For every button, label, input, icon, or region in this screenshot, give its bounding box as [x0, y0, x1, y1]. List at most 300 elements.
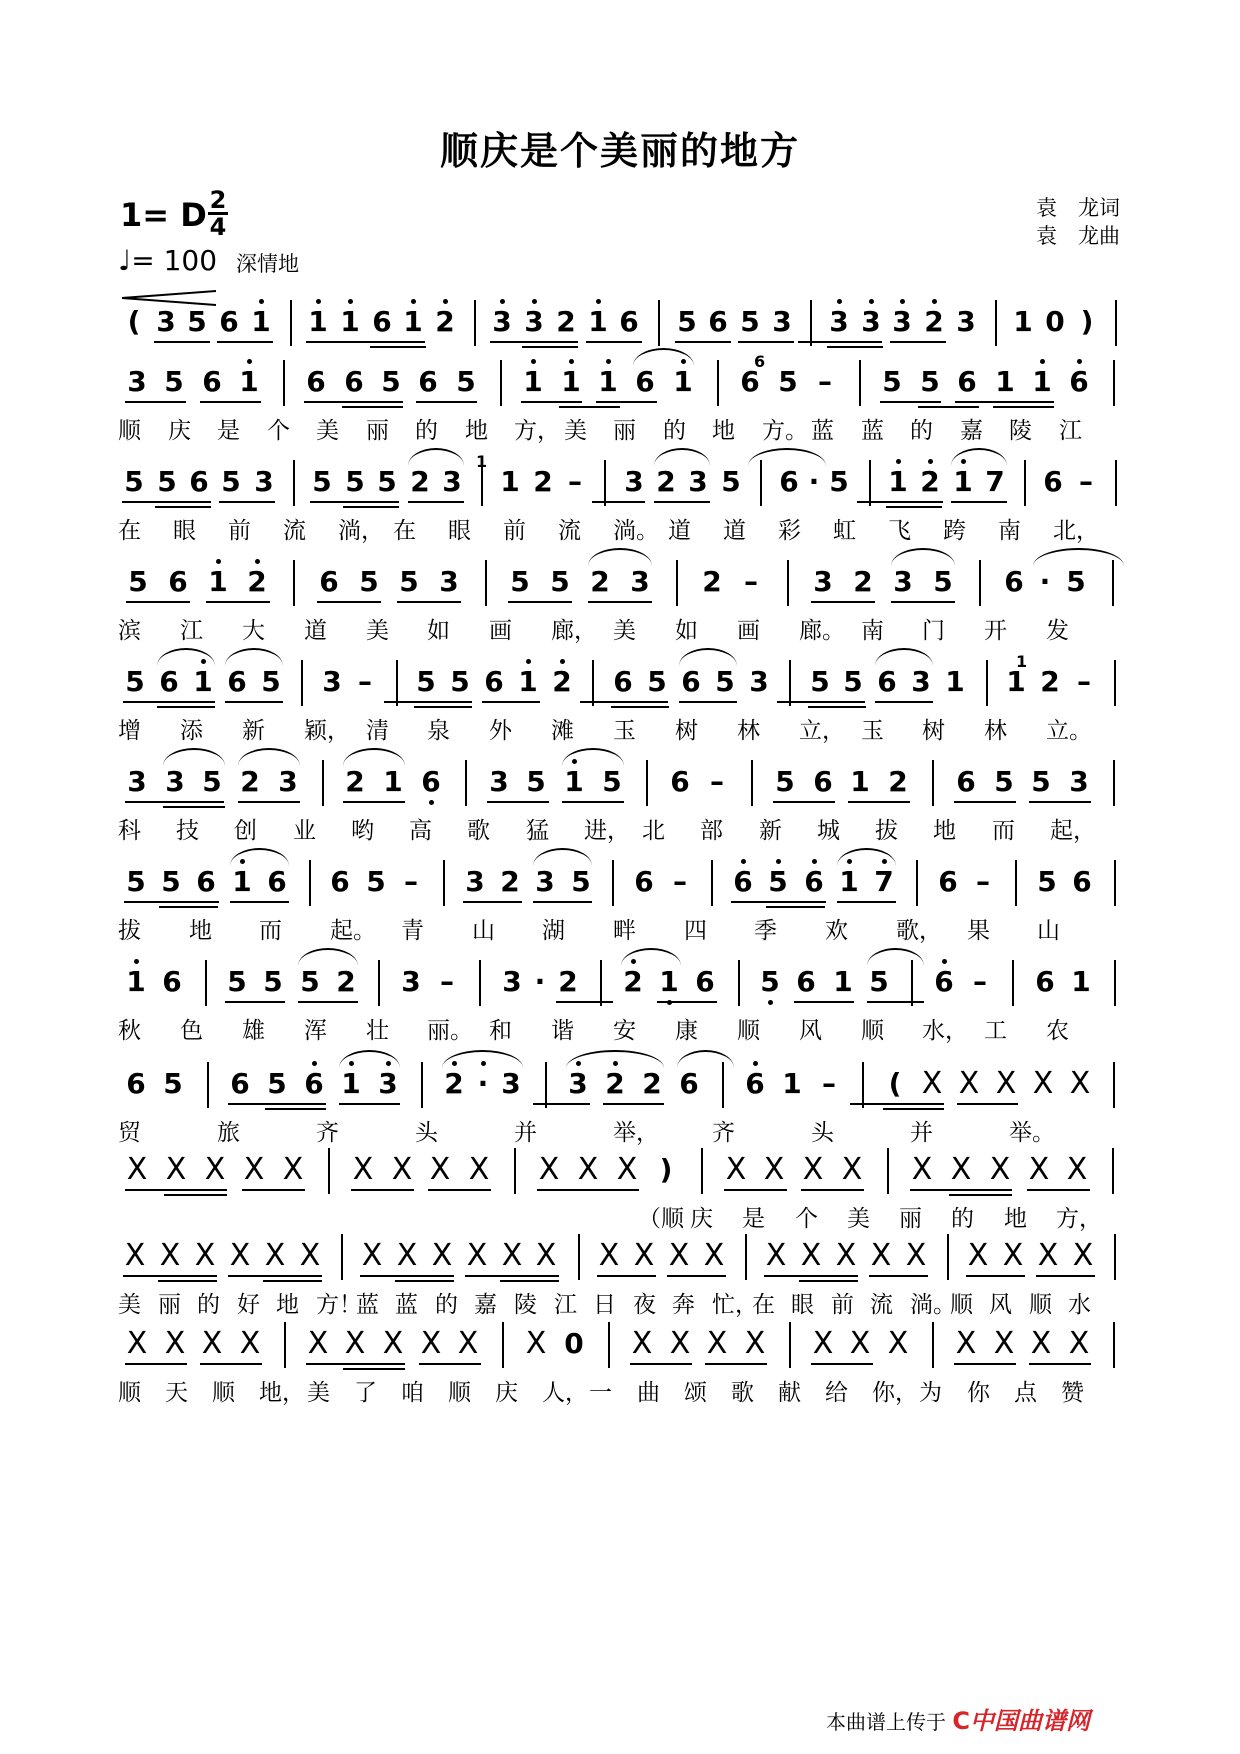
score-system-3: [118, 452, 1128, 512]
note: 1: [514, 666, 542, 698]
lyric-syllable: 江: [180, 618, 203, 644]
lyric-syllable: 顺: [950, 1292, 973, 1318]
note: 5: [202, 765, 222, 798]
note: 1: [399, 306, 427, 338]
lyric-syllable: 流: [283, 518, 306, 544]
beam-underline: [957, 1103, 1018, 1105]
beam-underline: [206, 601, 270, 603]
note: 2: [533, 465, 553, 498]
rhythm-note: X: [669, 1326, 691, 1361]
note: 5: [882, 365, 902, 398]
bar-line: [1113, 760, 1115, 806]
note: 1: [557, 366, 585, 398]
rhythm-note: X: [429, 1152, 451, 1187]
note: 1: [782, 1067, 802, 1100]
lyric-syllable: 美: [307, 1380, 330, 1406]
note: 1: [560, 766, 588, 798]
beam-underline: [482, 701, 540, 703]
note: 3: [442, 465, 462, 498]
lyric-syllable: 一: [589, 1380, 612, 1406]
note: 5: [263, 965, 283, 998]
note: 5: [526, 765, 546, 798]
bar-line: [676, 560, 678, 606]
lyric-syllable: 如: [675, 618, 698, 644]
lyric-syllable: 是: [742, 1206, 765, 1232]
lyric-syllable: 方，: [514, 418, 560, 444]
bar-line: [443, 860, 445, 906]
beam-underline: [487, 801, 549, 803]
rhythm-note: X: [159, 1238, 181, 1273]
score-system-10: [118, 1140, 1128, 1200]
beam-underline: [343, 801, 405, 803]
time-signature-top: 2: [209, 186, 227, 214]
lyric-syllable: 在: [752, 1292, 775, 1318]
beam-underline: [384, 701, 472, 703]
lyric-syllable: 方，: [1056, 1206, 1102, 1232]
rhythm-note: X: [577, 1152, 599, 1187]
beam-underline: [126, 601, 190, 603]
note: 3: [127, 765, 147, 798]
note: 6: [779, 465, 799, 498]
bar-line: [789, 1322, 791, 1368]
lyric-syllable: 北，: [1053, 518, 1099, 544]
rhythm-note: X: [993, 1326, 1015, 1361]
lyric-syllable: 给: [825, 1380, 848, 1406]
lyric-syllable: 了: [354, 1380, 377, 1406]
lyric-syllable: 齐: [712, 1120, 735, 1146]
lyric-syllable: 眼: [791, 1292, 814, 1318]
note: 5: [1037, 865, 1057, 898]
note: 6: [740, 365, 760, 398]
octave-dot-high-icon: [216, 559, 221, 564]
lyric-syllable: 人，: [542, 1380, 588, 1406]
beam-underline: [667, 1275, 726, 1277]
rhythm-note: X: [616, 1152, 638, 1187]
bar-line: [859, 360, 861, 406]
beam-underline-double: [370, 346, 426, 348]
lyric-syllable: 陵: [514, 1292, 537, 1318]
lyric-syllable: 雄: [242, 1018, 265, 1044]
rhythm-note: X: [299, 1238, 321, 1273]
beam-underline: [837, 901, 896, 903]
beam-underline: [521, 401, 582, 403]
lyric-syllable: 新: [759, 818, 782, 844]
beam-underline: [123, 701, 215, 703]
lyric-syllable: 色: [180, 1018, 203, 1044]
note: 6: [1043, 465, 1063, 498]
bar-line: [474, 300, 476, 346]
lyric-syllable: 地，: [259, 1380, 305, 1406]
beam-underline: [397, 601, 461, 603]
note: 3: [813, 565, 833, 598]
beam-underline: [306, 341, 425, 343]
beam-underline: [801, 1189, 864, 1191]
note: 1: [204, 566, 232, 598]
note: 1: [850, 765, 870, 798]
beam-underline: [951, 501, 1007, 503]
bar-line: [485, 560, 487, 606]
bar-line: [1114, 1234, 1116, 1280]
beam-underline: [738, 341, 794, 343]
bar-line: [810, 300, 812, 346]
lyric-syllable: 齐: [316, 1120, 339, 1146]
beam-underline: [596, 401, 657, 403]
note: 3: [888, 306, 916, 338]
note: 6: [741, 1068, 769, 1100]
slur-arc-icon: [621, 948, 681, 966]
lyric-syllable: 水: [1068, 1292, 1091, 1318]
beam-underline: [848, 801, 910, 803]
note: 3: [374, 1068, 402, 1100]
note: 6: [619, 305, 639, 338]
note: 3: [825, 306, 853, 338]
note: 1: [884, 466, 912, 498]
note: 3: [564, 1068, 592, 1100]
beam-underline-double: [414, 706, 472, 708]
lyric-syllable: 四: [684, 918, 707, 944]
lyric-syllable: 地: [1004, 1206, 1027, 1232]
note: 6: [344, 365, 364, 398]
octave-dot-high-icon: [526, 659, 531, 664]
rhythm-note: X: [457, 1326, 479, 1361]
note: 5: [778, 365, 798, 398]
note: 3: [520, 306, 548, 338]
beam-underline: [339, 1103, 400, 1105]
rhythm-note: X: [989, 1152, 1011, 1187]
note: 5: [994, 765, 1014, 798]
note: 5: [775, 765, 795, 798]
note: 5: [869, 965, 889, 998]
beam-underline-double: [157, 706, 215, 708]
lyric-syllable: 蓝: [356, 1292, 379, 1318]
note: 1: [122, 966, 150, 998]
lyric-syllable: 添: [180, 718, 203, 744]
slur-arc-icon: [875, 648, 933, 666]
beam-underline: [891, 601, 955, 603]
lyricist-credit: 袁 龙词: [1036, 196, 1120, 220]
beam-underline: [562, 801, 624, 803]
rhythm-note: X: [1030, 1326, 1052, 1361]
beam-underline-double: [766, 906, 825, 908]
octave-dot-high-icon: [443, 299, 448, 304]
note: 6: [227, 665, 247, 698]
note: 6: [159, 665, 179, 698]
beam-underline-double: [799, 1280, 858, 1282]
beam-underline: [966, 1275, 1025, 1277]
lyric-syllable: 你，: [872, 1380, 918, 1406]
octave-dot-high-icon: [932, 299, 937, 304]
lyric-syllable: 开: [984, 618, 1007, 644]
lyric-syllable: 风: [989, 1292, 1012, 1318]
note: 1: [669, 366, 697, 398]
bar-line: [722, 1062, 724, 1108]
tempo-marking: [118, 244, 217, 277]
bar-line: [1115, 300, 1117, 346]
note: 3: [911, 665, 931, 698]
octave-dot-high-icon: [255, 559, 260, 564]
lyric-syllable: 康: [675, 1018, 698, 1044]
note: 1: [383, 765, 403, 798]
note: 7: [985, 465, 1005, 498]
beam-underline: [954, 1363, 1016, 1365]
score-system-1: [118, 292, 1128, 352]
bar-line: [293, 560, 295, 606]
beam-underline-double: [159, 906, 218, 908]
key-signature: 1= D: [120, 196, 207, 234]
lyric-syllable: 清: [366, 718, 389, 744]
rhythm-note: X: [703, 1238, 725, 1273]
lyric-syllable: 创: [234, 818, 257, 844]
beam-underline-double: [883, 1108, 944, 1110]
bracket: ): [659, 1153, 673, 1186]
rhythm-note: X: [466, 1238, 488, 1273]
beam-underline: [556, 1001, 613, 1003]
note: 1: [594, 366, 622, 398]
rhythm-note: X: [633, 1238, 655, 1273]
site-brand-a: 中国: [970, 1707, 1018, 1735]
note: 5: [843, 665, 863, 698]
slur-arc-icon: [677, 1050, 734, 1068]
lyric-syllable: 前: [831, 1292, 854, 1318]
lyric-syllable: 丽: [899, 1206, 922, 1232]
beam-underline: [654, 501, 710, 503]
beam-underline: [463, 901, 522, 903]
lyric-syllable: 果: [967, 918, 990, 944]
lyric-syllable: 壮: [366, 1018, 389, 1044]
rhythm-note: X: [124, 1238, 146, 1273]
note: 1: [1028, 366, 1056, 398]
note: 5: [125, 665, 145, 698]
octave-dot-low-icon: [429, 800, 434, 805]
octave-dot-high-icon: [753, 1061, 758, 1066]
rhythm-note: X: [1037, 1238, 1059, 1273]
bar-line: [1113, 1062, 1115, 1108]
beam-underline-double: [500, 1280, 559, 1282]
score-system-5: [118, 652, 1128, 712]
lyric-syllable: 淌，: [338, 518, 384, 544]
bar-line: [301, 660, 303, 706]
rhythm-note: X: [501, 1238, 523, 1273]
beam-underline: [125, 1363, 187, 1365]
lyric-syllable: 流: [558, 518, 581, 544]
lyric-syllable: 忙，: [712, 1292, 758, 1318]
lyric-syllable: 南: [861, 618, 884, 644]
bar-line: [911, 960, 913, 1006]
lyric-syllable: 安: [613, 1018, 636, 1044]
lyric-syllable: 你: [967, 1380, 990, 1406]
lyric-syllable: 陵: [1009, 418, 1032, 444]
rhythm-note: X: [849, 1326, 871, 1361]
rhythm-note: X: [995, 1066, 1017, 1101]
note: 6: [1072, 865, 1092, 898]
lyric-syllable: 北: [642, 818, 665, 844]
score-system-7: [118, 852, 1128, 912]
beam-underline: [592, 501, 645, 503]
rhythm-note: X: [1002, 1238, 1024, 1273]
lyrics-line-4: [118, 612, 1128, 642]
bar-line: [745, 1234, 747, 1280]
slur-arc-icon: [339, 1050, 400, 1068]
beam-underline: [764, 1275, 858, 1277]
octave-dot-high-icon: [942, 959, 947, 964]
beam-underline: [588, 601, 652, 603]
octave-dot-high-icon: [812, 859, 817, 864]
beam-underline: [228, 1103, 326, 1105]
note: 5: [261, 665, 281, 698]
bar-line: [869, 460, 871, 506]
footer-watermark: [826, 1701, 1090, 1736]
lyric-syllable: 顺: [118, 1380, 141, 1406]
note: 1: [833, 965, 853, 998]
lyric-syllable: 湖: [542, 918, 565, 944]
lyric-syllable: 立，: [799, 718, 845, 744]
note: 6: [938, 865, 958, 898]
note: 6: [670, 765, 690, 798]
bar-line: [284, 1322, 286, 1368]
beam-underline-double: [263, 1280, 322, 1282]
note: 1: [337, 1068, 365, 1100]
lyric-syllable: 的: [415, 418, 438, 444]
bar-line: [1114, 960, 1116, 1006]
bar-line: [322, 760, 324, 806]
bar-line: [1012, 960, 1014, 1006]
score-system-9: [118, 1054, 1128, 1114]
beam-underline: [533, 1103, 590, 1105]
lyric-syllable: 谐: [551, 1018, 574, 1044]
note: 5: [126, 865, 146, 898]
octave-dot-high-icon: [569, 359, 574, 364]
beam-underline: [408, 501, 464, 503]
rhythm-note: X: [1069, 1066, 1091, 1101]
bar-line: [787, 560, 789, 606]
bar-line: [341, 1234, 343, 1280]
lyric-syllable: 奔: [672, 1292, 695, 1318]
note: 1: [945, 665, 965, 698]
note: ·: [469, 1068, 497, 1100]
slur-arc-icon: [1033, 548, 1124, 566]
bar-line: [612, 860, 614, 906]
beam-underline: [580, 701, 668, 703]
note: 3: [401, 965, 421, 998]
rhythm-note: X: [1032, 1066, 1054, 1101]
lyric-syllable: 滩: [551, 718, 574, 744]
beam-underline-double: [522, 346, 578, 348]
lyric-syllable: 飞: [888, 518, 911, 544]
beam-underline: [850, 1103, 944, 1105]
lyric-syllable: 眼: [173, 518, 196, 544]
rhythm-note: X: [725, 1152, 747, 1187]
lyric-syllable: 方！: [316, 1292, 362, 1318]
note: 5: [1066, 565, 1086, 598]
beam-underline: [675, 341, 731, 343]
rhythm-note: X: [164, 1326, 186, 1361]
lyric-syllable: 庆: [495, 1380, 518, 1406]
beam-underline: [811, 601, 875, 603]
page-title: 顺庆是个美丽的地方: [439, 128, 800, 173]
bar-line: [205, 960, 207, 1006]
bar-line: [578, 1234, 580, 1280]
rhythm-note: X: [835, 1238, 857, 1273]
note: 1: [655, 966, 683, 998]
rhythm-note: X: [812, 1326, 834, 1361]
lyric-syllable: 玉: [613, 718, 636, 744]
lyric-syllable: 丽。: [427, 1018, 473, 1044]
dash-extension: –: [976, 865, 990, 898]
note: 5: [715, 665, 735, 698]
note: 3: [688, 465, 708, 498]
beam-underline-double: [343, 1368, 405, 1370]
note: 6: [372, 305, 392, 338]
bar-line: [309, 860, 311, 906]
lyric-syllable: 地: [933, 818, 956, 844]
beam-underline: [225, 701, 283, 703]
lyric-syllable: 拔: [875, 818, 898, 844]
octave-dot-high-icon: [606, 359, 611, 364]
lyric-syllable: 技: [176, 818, 199, 844]
beam-underline: [794, 1001, 854, 1003]
lyric-syllable: 夜: [633, 1292, 656, 1318]
lyric-syllable: 欢: [825, 918, 848, 944]
octave-dot-low-icon: [768, 1000, 773, 1005]
beam-underline: [230, 901, 289, 903]
note: 3: [439, 565, 459, 598]
note: 2: [888, 765, 908, 798]
beam-underline: [811, 1363, 873, 1365]
slur-arc-icon: [238, 748, 300, 766]
note: 3: [772, 305, 792, 338]
note: 2: [336, 965, 356, 998]
bar-line: [738, 960, 740, 1006]
note: 3: [502, 965, 522, 998]
beam-underline-double: [342, 406, 403, 408]
lyric-syllable: 南: [998, 518, 1021, 544]
note: 3: [156, 305, 176, 338]
lyric-syllable: 举。: [1009, 1120, 1055, 1146]
rhythm-note: X: [194, 1238, 216, 1273]
note: 3: [254, 465, 274, 498]
note: 1: [995, 365, 1015, 398]
lyric-syllable: 顺: [212, 1380, 235, 1406]
bar-line: [502, 1322, 504, 1368]
note: 5: [399, 565, 419, 598]
beam-underline: [857, 501, 943, 503]
lyric-syllable: 是: [217, 418, 240, 444]
slur-arc-icon: [163, 748, 225, 766]
note: 1: [949, 466, 977, 498]
bracket: ): [1080, 305, 1094, 338]
note: 6: [300, 1068, 328, 1100]
lyric-syllable: 美: [316, 418, 339, 444]
note: 5: [764, 866, 792, 898]
dash-extension: –: [818, 365, 832, 398]
note: 6: [681, 665, 701, 698]
lyric-syllable: 玉: [861, 718, 884, 744]
note: 6: [168, 565, 188, 598]
lyric-syllable: 树: [675, 718, 698, 744]
beam-underline-double: [993, 406, 1054, 408]
bar-line: [760, 460, 762, 506]
note: 2: [590, 565, 610, 598]
dash-extension: –: [744, 565, 758, 598]
slur-arc-icon: [837, 848, 896, 866]
grace-note: 1: [476, 452, 488, 471]
lyric-syllable: 嘉: [474, 1292, 497, 1318]
note: 6: [126, 1067, 146, 1100]
dash-extension: –: [673, 865, 687, 898]
bar-line: [207, 1062, 209, 1108]
bar-line: [979, 560, 981, 606]
lyric-syllable: 猛: [526, 818, 549, 844]
